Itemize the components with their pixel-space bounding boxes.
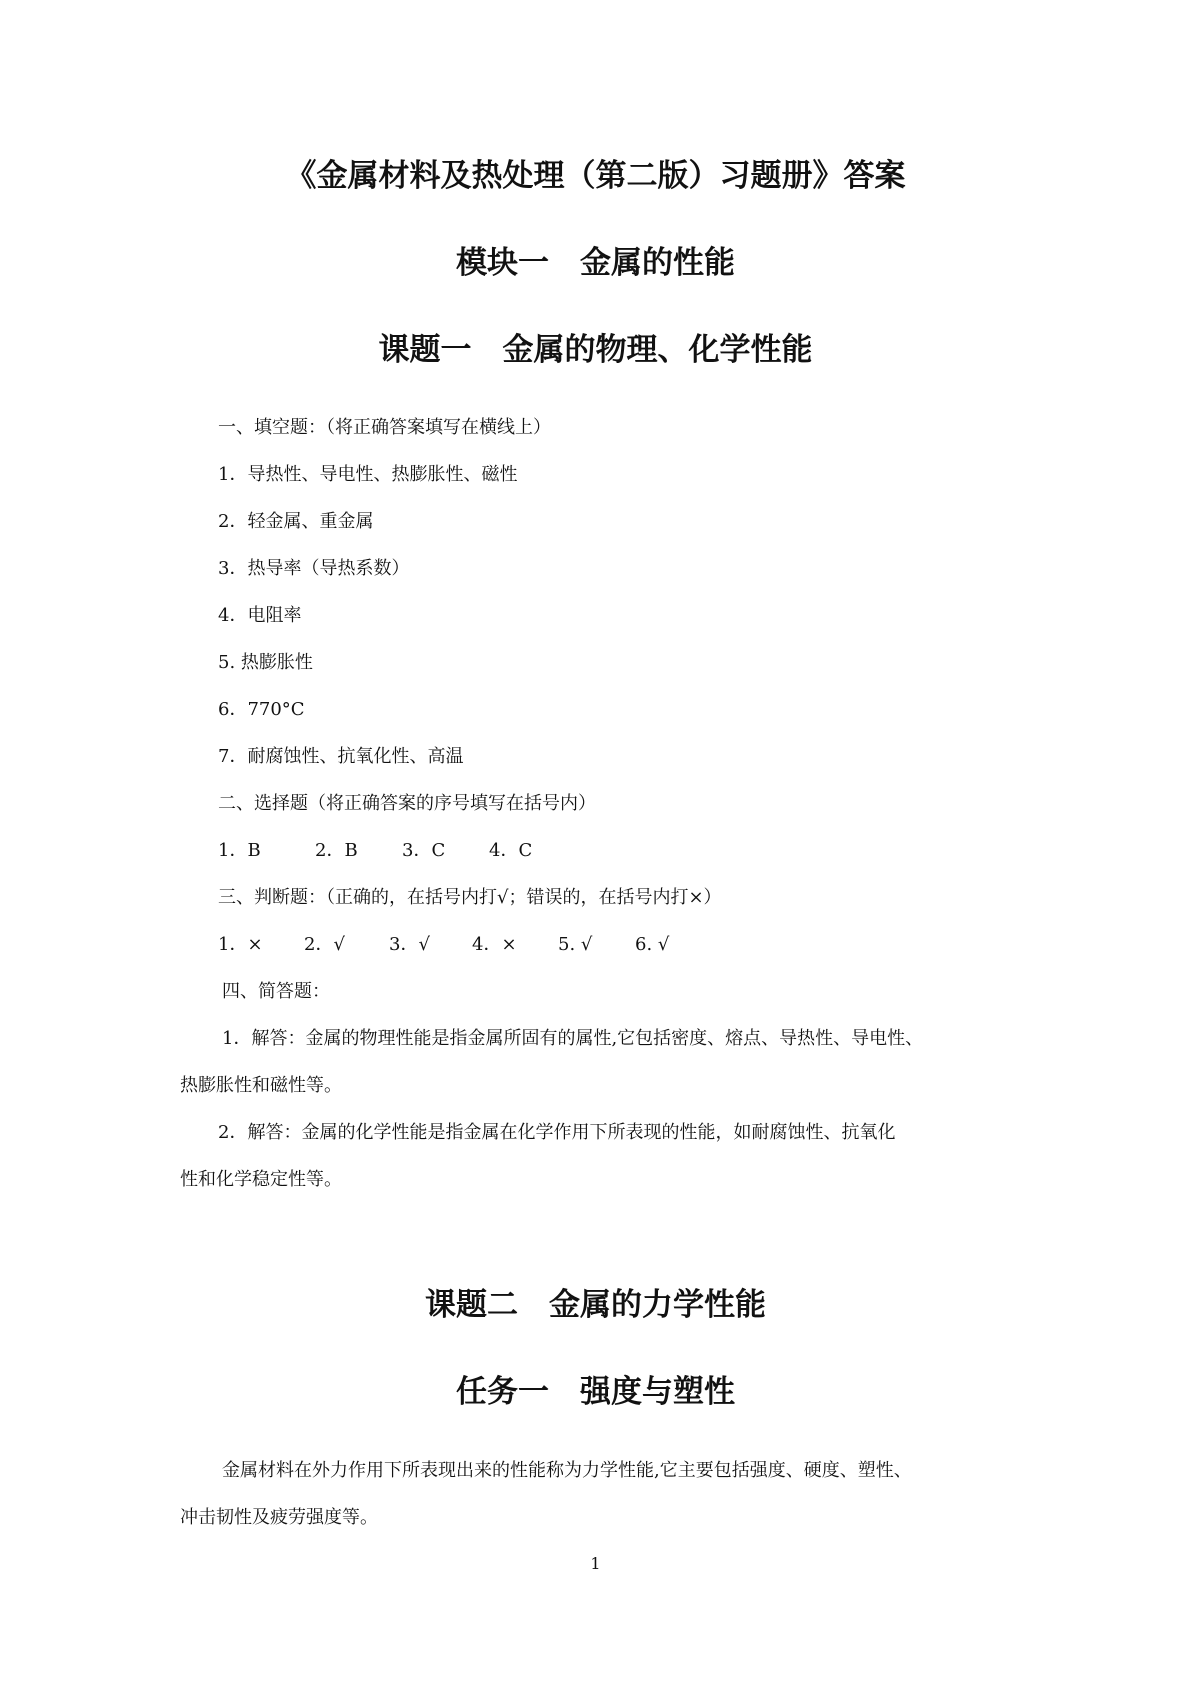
judge-answer: 1．× bbox=[218, 934, 263, 955]
fill-blank-item: 5. 热膨胀性 bbox=[218, 652, 313, 673]
short-answer-1-line2: 热膨胀性和磁性等。 bbox=[180, 1075, 342, 1096]
intro-paragraph-line2: 冲击韧性及疲劳强度等。 bbox=[180, 1507, 378, 1528]
task-heading: 任务一 强度与塑性 bbox=[456, 1374, 735, 1410]
judge-answer: 5. √ bbox=[558, 934, 593, 955]
section-title-choice: 二、选择题（将正确答案的序号填写在括号内） bbox=[218, 793, 596, 814]
judge-answer: 3．√ bbox=[389, 934, 430, 955]
fill-blank-item: 6．770°C bbox=[218, 699, 305, 720]
section-title-fill-blank: 一、填空题：（将正确答案填写在横线上） bbox=[218, 417, 551, 438]
page-number: 1 bbox=[590, 1554, 601, 1573]
fill-blank-item: 3．热导率（导热系数） bbox=[218, 558, 410, 579]
choice-answer: 2．B bbox=[315, 840, 358, 861]
document-title: 《金属材料及热处理（第二版）习题册》答案 bbox=[285, 158, 906, 194]
fill-blank-item: 1．导热性、导电性、热膨胀性、磁性 bbox=[218, 464, 518, 485]
short-answer-2-line1: 2．解答：金属的化学性能是指金属在化学作用下所表现的性能，如耐腐蚀性、抗氧化 bbox=[218, 1122, 896, 1143]
section-title-judge: 三、判断题：（正确的，在括号内打√；错误的，在括号内打×） bbox=[218, 887, 722, 908]
judge-answer: 4．× bbox=[472, 934, 517, 955]
intro-paragraph-line1: 金属材料在外力作用下所表现出来的性能称为力学性能,它主要包括强度、硬度、塑性、 bbox=[222, 1460, 912, 1481]
module-heading: 模块一 金属的性能 bbox=[456, 245, 735, 281]
short-answer-2-line2: 性和化学稳定性等。 bbox=[180, 1169, 342, 1190]
choice-answer: 4．C bbox=[489, 840, 533, 861]
topic-heading: 课题一 金属的物理、化学性能 bbox=[378, 332, 813, 368]
judge-answer: 6. √ bbox=[635, 934, 670, 955]
choice-answer: 1．B bbox=[218, 840, 261, 861]
judge-answer: 2．√ bbox=[304, 934, 345, 955]
topic-heading: 课题二 金属的力学性能 bbox=[425, 1287, 766, 1323]
choice-answer: 3．C bbox=[402, 840, 446, 861]
short-answer-1-line1: 1．解答：金属的物理性能是指金属所固有的属性,它包括密度、熔点、导热性、导电性、 bbox=[222, 1028, 924, 1049]
fill-blank-item: 2．轻金属、重金属 bbox=[218, 511, 374, 532]
fill-blank-item: 4．电阻率 bbox=[218, 605, 302, 626]
section-title-short-answer: 四、简答题： bbox=[222, 981, 330, 1002]
fill-blank-item: 7．耐腐蚀性、抗氧化性、高温 bbox=[218, 746, 464, 767]
